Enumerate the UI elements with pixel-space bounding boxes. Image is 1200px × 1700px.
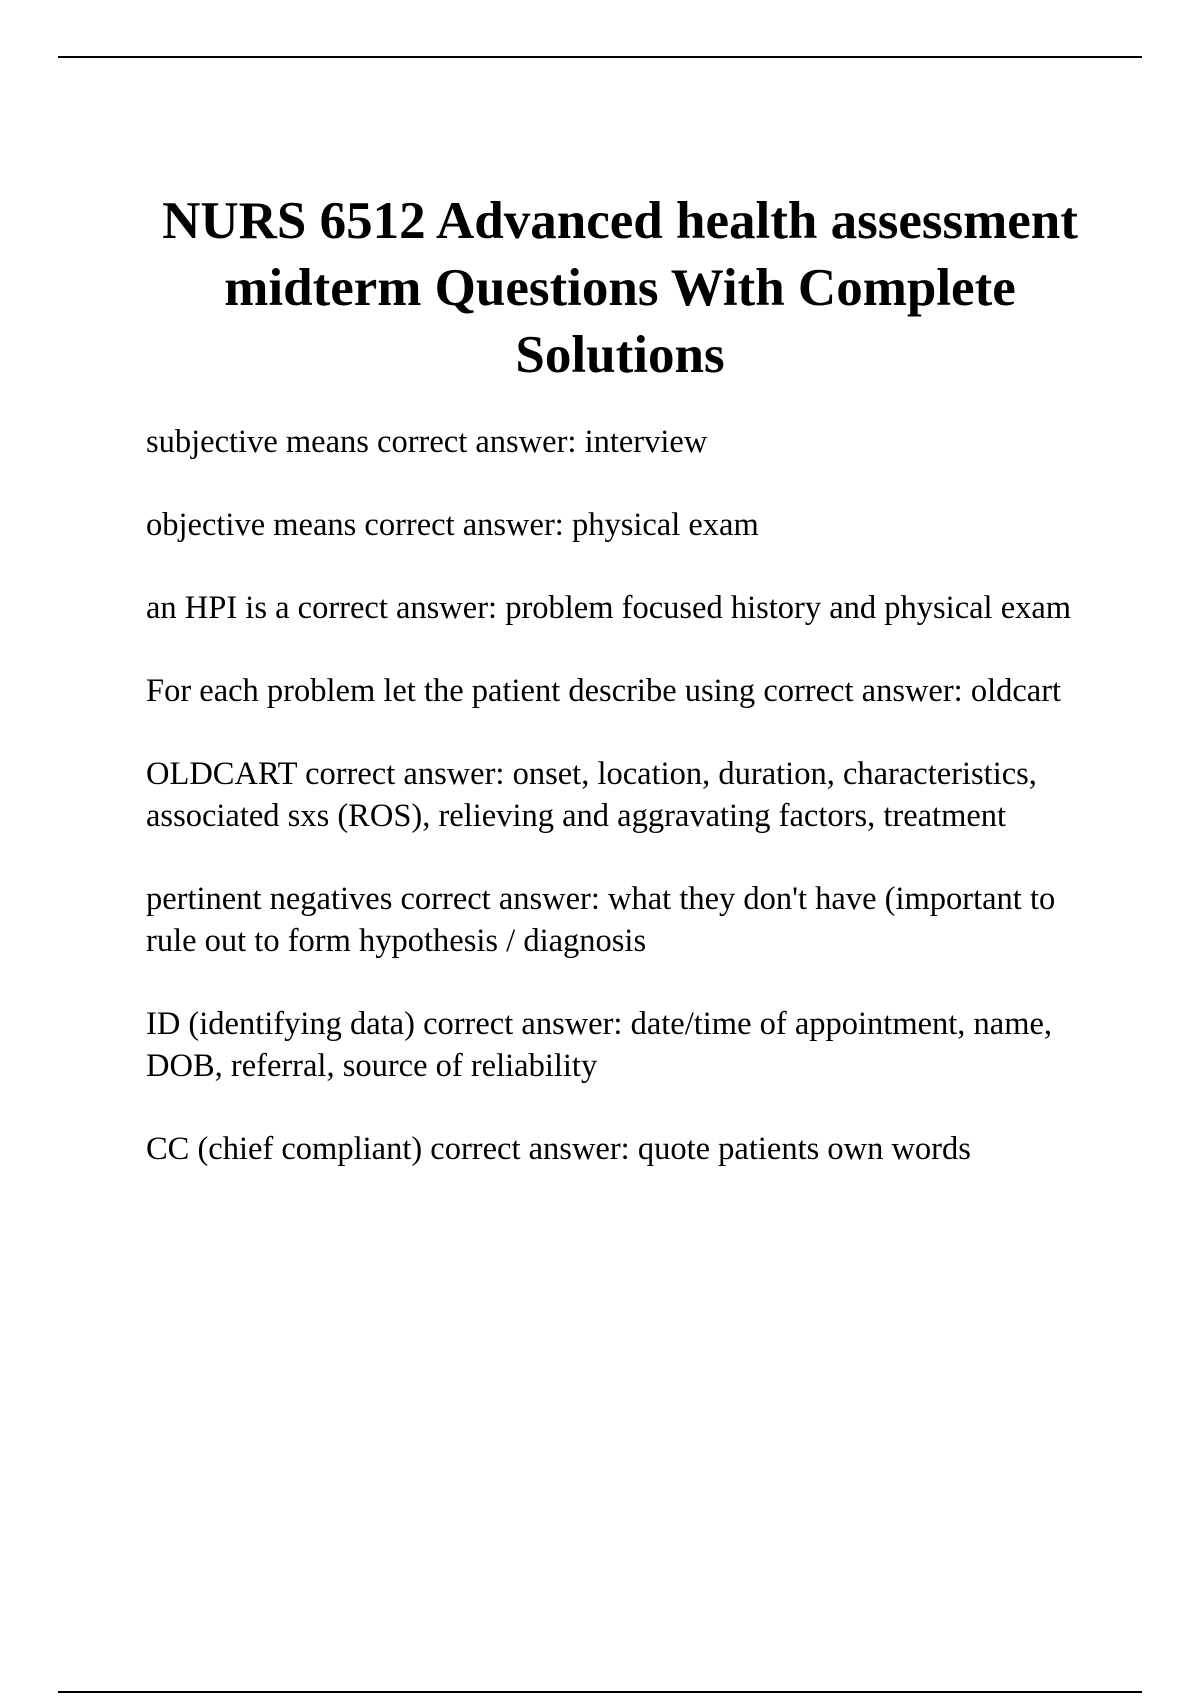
- page-title: NURS 6512 Advanced health assessment midterm Questions With Complete Solutions: [162, 192, 1078, 384]
- qa-answer-marker: correct answer:: [297, 590, 498, 626]
- qa-answer-marker: correct answer:: [400, 881, 600, 917]
- top-divider: [58, 56, 1142, 58]
- qa-answer: quote patients own words: [637, 1131, 971, 1167]
- qa-item: [146, 1003, 1086, 1087]
- qa-prompt: CC (chief compliant): [146, 1131, 423, 1167]
- qa-answer: what they don't have (important to rule out to form hypothesis / diagnosis: [146, 881, 1064, 959]
- qa-prompt: ID (identifying data): [146, 1006, 415, 1042]
- qa-answer: problem focused history and physical exam: [505, 590, 1072, 626]
- qa-prompt: objective means: [146, 507, 357, 543]
- qa-answer-marker: correct answer:: [305, 756, 505, 792]
- qa-answer-marker: correct answer:: [763, 673, 963, 709]
- qa-answer: oldcart: [970, 673, 1062, 709]
- qa-prompt: OLDCART: [146, 756, 297, 792]
- qa-item: [146, 421, 1086, 463]
- qa-answer-marker: correct answer:: [364, 507, 564, 543]
- qa-answer-marker: correct answer:: [430, 1131, 630, 1167]
- qa-answer-marker: correct answer:: [377, 424, 577, 460]
- qa-list: [146, 421, 1086, 1211]
- qa-prompt: pertinent negatives: [146, 881, 393, 917]
- qa-item: [146, 753, 1086, 837]
- qa-prompt: subjective means: [146, 424, 369, 460]
- qa-answer: onset, location, duration, characteristics, associated sxs (ROS), relieving and aggravating factors, treatment: [146, 756, 1046, 834]
- qa-answer: date/time of appointment, name, DOB, referral, source of reliability: [146, 1006, 1061, 1084]
- qa-prompt: For each problem let the patient describe using: [146, 673, 756, 709]
- qa-answer: interview: [584, 424, 708, 460]
- qa-item: [146, 670, 1086, 712]
- qa-item: [146, 587, 1086, 629]
- qa-answer: physical exam: [571, 507, 759, 543]
- qa-answer-marker: correct answer:: [423, 1006, 623, 1042]
- bottom-divider: [58, 1691, 1142, 1693]
- qa-item: [146, 1128, 1086, 1170]
- qa-item: [146, 504, 1086, 546]
- qa-item: [146, 878, 1086, 962]
- qa-prompt: an HPI is a: [146, 590, 290, 626]
